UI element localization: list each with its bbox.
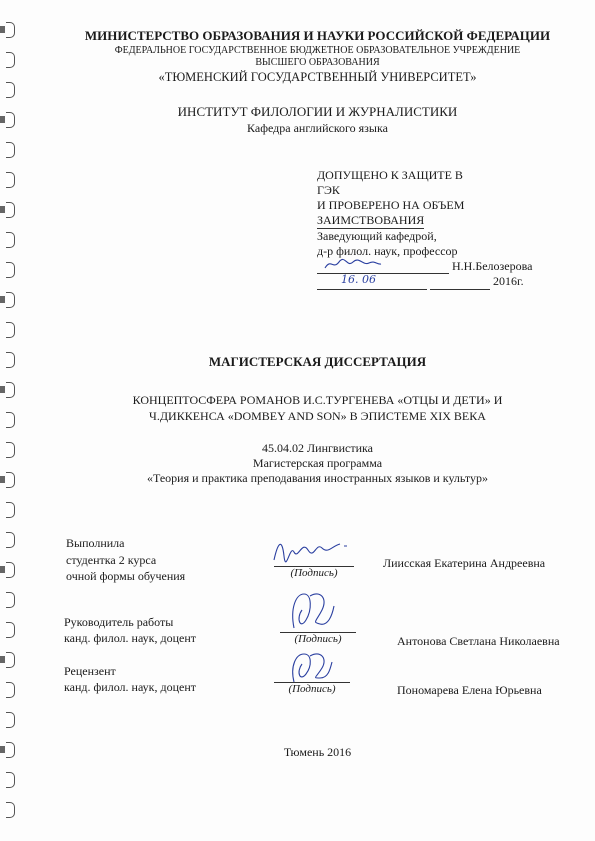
- city-year: Тюмень 2016: [283, 745, 352, 759]
- approval-date: [317, 274, 567, 290]
- date-underline: [317, 274, 427, 290]
- head-signature-image: [323, 256, 383, 272]
- date-day: 16. 06: [341, 273, 376, 286]
- program-name: «Теория и практика преподавания иностранных языков и культур»: [146, 471, 489, 485]
- reviewer-role1: Рецензент: [64, 664, 116, 678]
- specialty-code: 45.04.02 Лингвистика: [262, 441, 373, 455]
- author-name: Лиисская Екатерина Андреевна: [383, 556, 546, 570]
- program-label: Магистерская программа: [252, 456, 383, 470]
- supervisor-name: Антонова Светлана Николаевна: [397, 634, 560, 648]
- spiral-binding: [0, 0, 26, 841]
- thesis-type: МАГИСТЕРСКАЯ ДИССЕРТАЦИЯ: [208, 354, 427, 369]
- date-underline-2: [430, 274, 490, 290]
- reviewer-signature-area: [270, 648, 350, 695]
- supervisor-role2: канд. филол. наук, доцент: [64, 631, 197, 645]
- approval-line: ЗАИМСТВОВАНИЯ: [317, 213, 425, 227]
- author-sign-label: (Подпись): [274, 566, 354, 579]
- university-name: «ТЮМЕНСКИЙ ГОСУДАРСТВЕННЫЙ УНИВЕРСИТЕТ»: [158, 70, 477, 84]
- department-name: Кафедра английского языка: [247, 121, 388, 135]
- institution-type: ФЕДЕРАЛЬНОЕ ГОСУДАРСТВЕННОЕ БЮДЖЕТНОЕ ОБРАЗОВАТЕЛЬНОЕ УЧРЕЖДЕНИЕ: [114, 45, 521, 56]
- supervisor-signature-area: [276, 588, 356, 645]
- thesis-topic-line2: Ч.ДИККЕНСА «DOMBEY AND SON» В ЭПИСТЕМЕ XIX ВЕКА: [149, 409, 486, 423]
- thesis-topic-line1: КОНЦЕПТОСФЕРА РОМАНОВ И.С.ТУРГЕНЕВА «ОТЦЫ И ДЕТИ» И: [132, 393, 503, 407]
- author-role2: студентка 2 курса: [66, 553, 157, 567]
- approval-line: И ПРОВЕРЕНО НА ОБЪЕМ: [317, 198, 465, 212]
- approval-line: ДОПУЩЕНО К ЗАЩИТЕ В: [317, 168, 463, 182]
- reviewer-signature-image: [270, 648, 350, 686]
- education-level: ВЫСШЕГО ОБРАЗОВАНИЯ: [255, 57, 380, 68]
- reviewer-role2: канд. филол. наук, доцент: [64, 680, 197, 694]
- author-signature-image: [268, 530, 358, 570]
- head-title: Заведующий кафедрой,: [317, 229, 437, 243]
- supervisor-sign-label: (Подпись): [280, 632, 356, 645]
- supervisor-role1: Руководитель работы: [64, 615, 174, 629]
- thesis-topic: [40, 392, 595, 424]
- supervisor-signature-image: [276, 588, 356, 636]
- head-degree: д-р филол. наук, профессор: [317, 244, 458, 258]
- ministry-heading: МИНИСТЕРСТВО ОБРАЗОВАНИЯ И НАУКИ РОССИЙСКОЙ ФЕДЕРАЦИИ: [84, 28, 551, 43]
- approval-line: ГЭК: [317, 183, 340, 197]
- reviewer-name: Пономарева Елена Юрьевна: [397, 683, 542, 697]
- author-role3: очной формы обучения: [66, 569, 186, 583]
- author-signature-area: [268, 530, 358, 579]
- author-role1: Выполнила: [66, 536, 125, 550]
- approval-block: [317, 168, 567, 290]
- signature-underline: [317, 259, 449, 274]
- institute-name: ИНСТИТУТ ФИЛОЛОГИИ И ЖУРНАЛИСТИКИ: [177, 104, 458, 119]
- head-name: Н.Н.Белозерова: [452, 259, 533, 273]
- specialization: [40, 441, 595, 486]
- date-year: 2016г.: [493, 274, 524, 288]
- reviewer-sign-label: (Подпись): [274, 682, 350, 695]
